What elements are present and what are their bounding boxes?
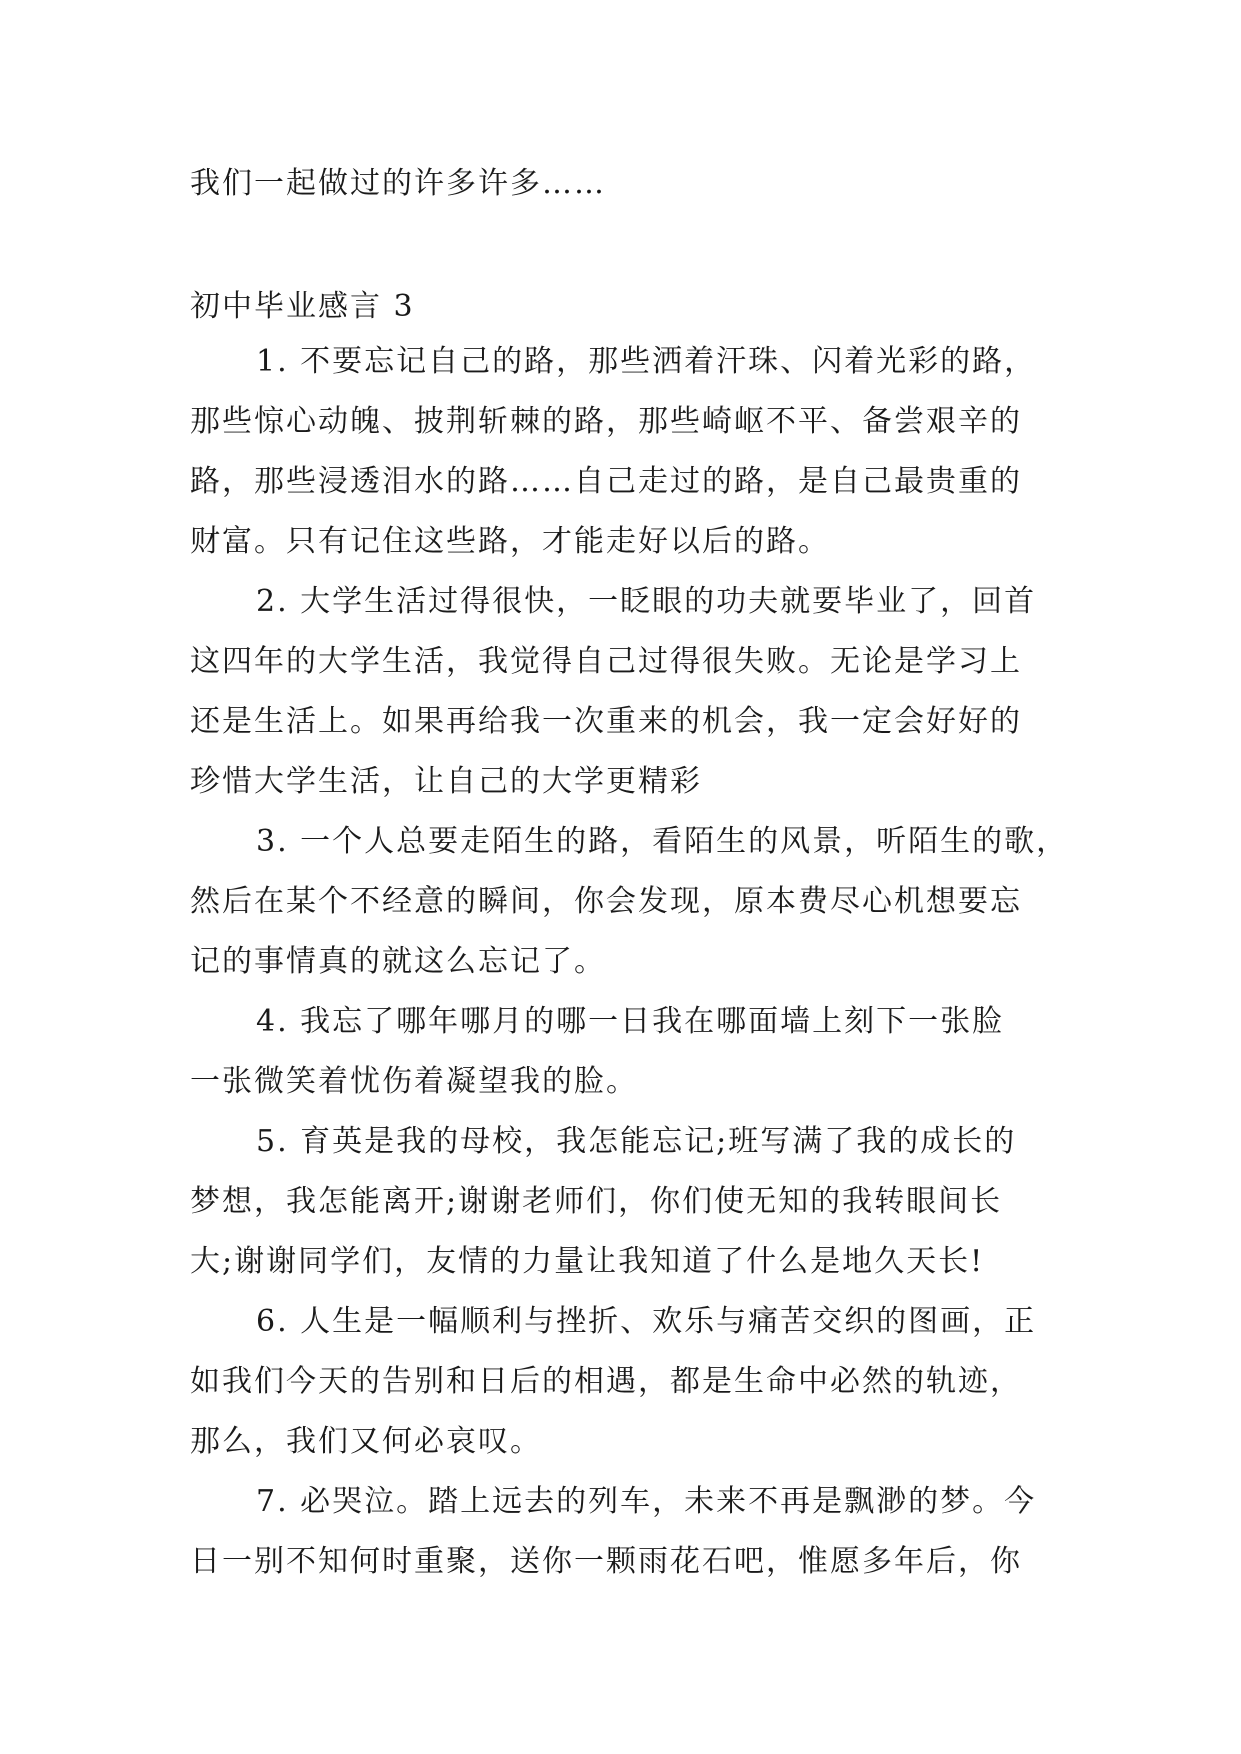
paragraph-line: 那么，我们又何必哀叹。 bbox=[190, 1424, 542, 1459]
paragraph-line: 1. 不要忘记自己的路，那些洒着汗珠、闪着光彩的路， bbox=[256, 344, 1037, 379]
list-item bbox=[190, 1292, 1050, 1472]
paragraph-line: 然后在某个不经意的瞬间，你会发现，原本费尽心机想要忘 bbox=[190, 884, 1022, 919]
paragraph-line: 路，那些浸透泪水的路……自己走过的路，是自己最贵重的 bbox=[190, 464, 1022, 499]
paragraph-line: 3. 一个人总要走陌生的路，看陌生的风景，听陌生的歌， bbox=[256, 824, 1069, 859]
list-item bbox=[190, 332, 1050, 572]
paragraph-line: 5. 育英是我的母校，我怎能忘记;班写满了我的成长的 bbox=[256, 1124, 1017, 1159]
paragraph-line: 还是生活上。如果再给我一次重来的机会，我一定会好好的 bbox=[190, 704, 1022, 739]
lead-text: 我们一起做过的许多许多…… bbox=[190, 166, 606, 201]
list-item bbox=[190, 1112, 1050, 1292]
paragraph-line: 梦想，我怎能离开;谢谢老师们，你们使无知的我转眼间长 bbox=[190, 1184, 1003, 1219]
list-item bbox=[190, 812, 1069, 992]
paragraph-line: 财富。只有记住这些路，才能走好以后的路。 bbox=[190, 524, 830, 559]
paragraph-line: 4. 我忘了哪年哪月的哪一日我在哪面墙上刻下一张脸 bbox=[256, 1004, 1005, 1039]
lead-line bbox=[190, 154, 1050, 214]
paragraph-line: 这四年的大学生活，我觉得自己过得很失败。无论是学习上 bbox=[190, 644, 1022, 679]
list-item bbox=[190, 1472, 1050, 1592]
list-item bbox=[190, 572, 1050, 812]
paragraph-line: 珍惜大学生活，让自己的大学更精彩 bbox=[190, 764, 702, 799]
paragraph-line: 那些惊心动魄、披荆斩棘的路，那些崎岖不平、备尝艰辛的 bbox=[190, 404, 1022, 439]
paragraph-line: 6. 人生是一幅顺利与挫折、欢乐与痛苦交织的图画，正 bbox=[256, 1304, 1037, 1339]
paragraph-line: 一张微笑着忧伤着凝望我的脸。 bbox=[190, 1064, 638, 1099]
paragraph-line: 记的事情真的就这么忘记了。 bbox=[190, 944, 606, 979]
paragraph-line: 日一别不知何时重聚，送你一颗雨花石吧，惟愿多年后，你 bbox=[190, 1544, 1022, 1579]
paragraph-line: 7. 必哭泣。踏上远去的列车，未来不再是飘渺的梦。今 bbox=[256, 1484, 1037, 1519]
item-list bbox=[190, 332, 1069, 1592]
paragraph-line: 2. 大学生活过得很快，一眨眼的功夫就要毕业了，回首 bbox=[256, 584, 1037, 619]
section-heading bbox=[190, 277, 1050, 337]
list-item bbox=[190, 992, 1050, 1112]
paragraph-line: 如我们今天的告别和日后的相遇，都是生命中必然的轨迹， bbox=[190, 1364, 1022, 1399]
paragraph-line: 大;谢谢同学们，友情的力量让我知道了什么是地久天长! bbox=[190, 1244, 985, 1279]
heading-text: 初中毕业感言 3 bbox=[190, 289, 415, 324]
